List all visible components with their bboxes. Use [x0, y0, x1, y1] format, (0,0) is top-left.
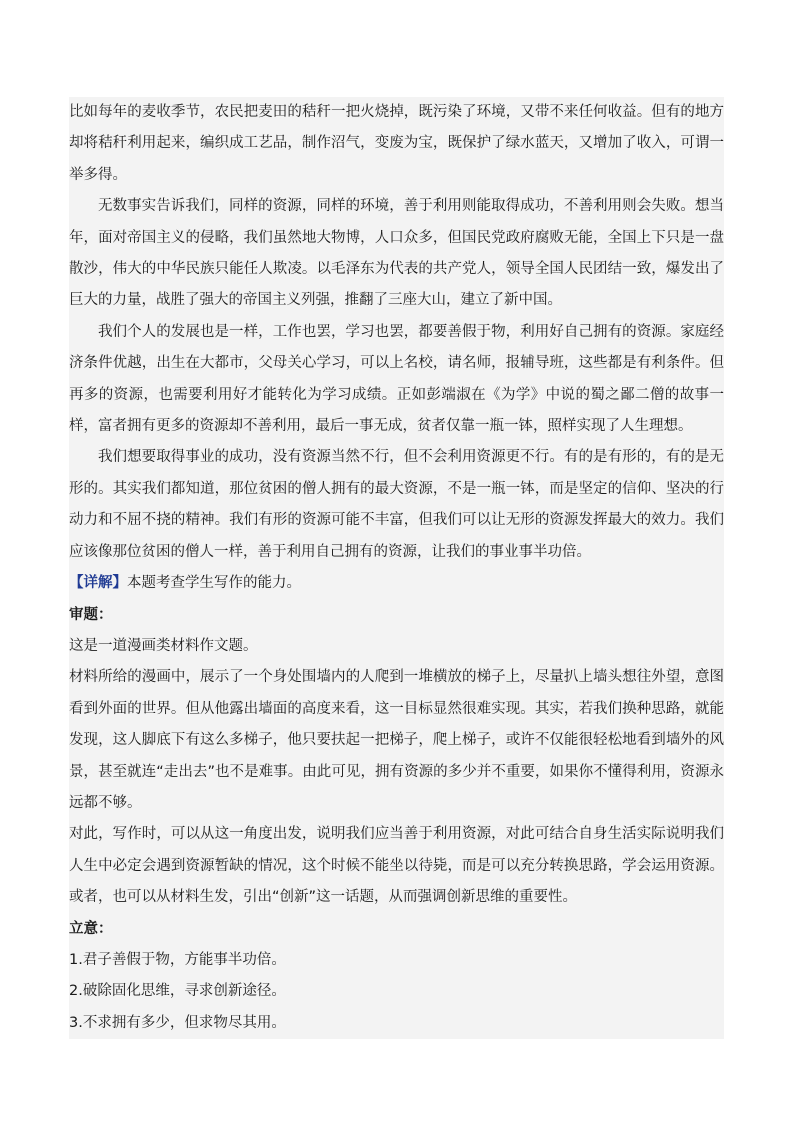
shenti-paragraph-1: 材料所给的漫画中，展示了一个身处围墙内的人爬到一堆横放的梯子上，尽量扒上墙头想往外望，意图看到外面的世界。但从他露出墙面的高度来看，这一目标显然很难实现。其实，若我们换种思路，就能发现，这人脚底下有这么多梯子，他只要扶起一把梯子，爬上梯子，或许不仅能很轻松地看到墙外的风景，甚至就连“走出去”也不是难事。由此可见，拥有资源的多少并不重要，如果你不懂得利用，资源永远都不够。 [69, 669, 724, 811]
liyi-item-1: 1.君子善假于物，方能事半功倍。 [69, 951, 286, 968]
essay-paragraph-2: 无数事实告诉我们，同样的资源，同样的环境，善于利用则能取得成功，不善利用则会失败。想当年，面对帝国主义的侵略，我们虽然地大物博，人口众多，但国民党政府腐败无能，全国上下只是一盘散沙，伟大的中华民族只能任人欺凌。以毛泽东为代表的共产党人，领导全国人民团结一致，爆发出了巨大的力量，战胜了强大的帝国主义列强，推翻了三座大山，建立了新中国。 [69, 198, 724, 309]
liyi-item-3: 3.不求拥有多少，但求物尽其用。 [69, 1014, 286, 1031]
shenti-paragraph-2: 对此，写作时，可以从这一角度出发，说明我们应当善于利用资源，对此可结合自身生活实际说明我们人生中必定会遇到资源暂缺的情况，这个时候不能坐以待毙，而是可以充分转换思路，学会运用资源。或者，也可以从材料生发，引出“创新”这一话题，从而强调创新思维的重要性。 [69, 826, 724, 906]
detail-text: 本题考查学生写作的能力。 [127, 575, 301, 592]
essay-paragraph-1: 比如每年的麦收季节，农民把麦田的秸秆一把火烧掉，既污染了环境，又带不来任何收益。但有的地方却将秸秆利用起来，编织成工艺品，制作沼气，变废为宝，既保护了绿水蓝天，又增加了收入，可谓一举多得。 [69, 104, 724, 183]
answer-content [69, 97, 724, 1039]
shenti-label: 审题： [69, 606, 113, 623]
liyi-item-2: 2.破除固化思维，寻求创新途径。 [69, 983, 286, 1000]
essay-paragraph-4: 我们想要取得事业的成功，没有资源当然不行，但不会利用资源更不行。有的是有形的，有的是无形的。其实我们都知道，那位贫困的僧人拥有的最大资源，不是一瓶一钵，而是坚定的信仰、坚决的行动力和不屈不挠的精神。我们有形的资源可能不丰富，但我们可以让无形的资源发挥最大的效力。我们应该像那位贫困的僧人一样，善于利用自己拥有的资源，让我们的事业事半功倍。 [69, 449, 724, 560]
detail-label: 【详解】 [69, 575, 127, 592]
shenti-line-1: 这是一道漫画类材料作文题。 [69, 637, 258, 654]
liyi-label: 立意： [69, 920, 113, 937]
essay-paragraph-3: 我们个人的发展也是一样，工作也罢，学习也罢，都要善假于物，利用好自己拥有的资源。家庭经济条件优越，出生在大都市，父母关心学习，可以上名校，请名师，报辅导班，这些都是有利条件。但再多的资源，也需要利用好才能转化为学习成绩。正如彭端淑在《为学》中说的蜀之鄙二僧的故事一样，富者拥有更多的资源却不善利用，最后一事无成，贫者仅靠一瓶一钵，照样实现了人生理想。 [69, 323, 724, 435]
detail-line [69, 568, 724, 599]
